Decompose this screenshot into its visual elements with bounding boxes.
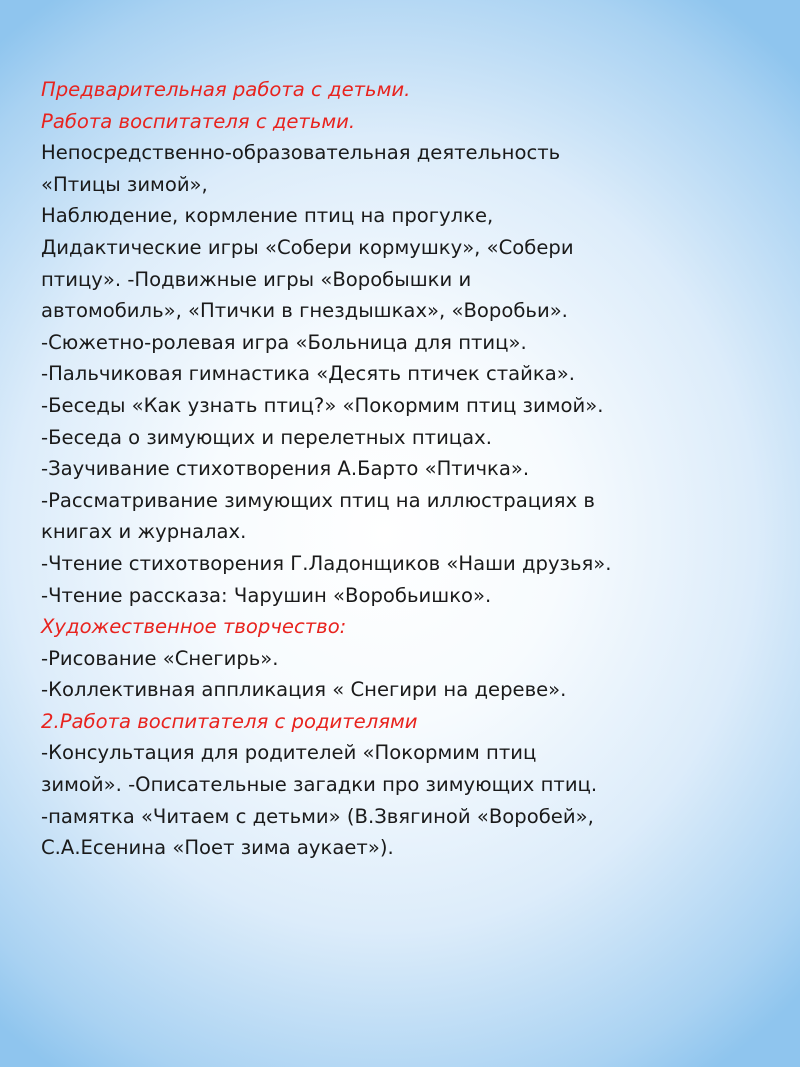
text-line: -Чтение рассказа: Чарушин «Воробьишко». [41,583,492,607]
text-line: книгах и журналах. [41,520,247,544]
text-line: -Чтение стихотворения Г.Ладонщиков «Наши друзья». [41,551,612,575]
text-line: «Птицы зимой», [41,172,208,196]
text-line: зимой». -Описательные загадки про зимующих птиц. [41,773,598,797]
text-line: С.А.Есенина «Поет зима аукает»). [41,836,394,860]
text-line: -Консультация для родителей «Покормим птиц [41,741,537,765]
heading-teacher-work: Работа воспитателя с детьми. [41,109,356,133]
text-line: -Рисование «Снегирь». [41,646,279,670]
text-line: -Рассматривание зимующих птиц на иллюстрациях в [41,488,595,512]
text-line: Непосредственно-образовательная деятельность [41,141,561,165]
text-line: -Пальчиковая гимнастика «Десять птичек стайка». [41,362,575,386]
text-line: -Беседы «Как узнать птиц?» «Покормим птиц зимой». [41,393,604,417]
heading-work-with-parents: 2.Работа воспитателя с родителями [41,709,418,733]
text-line: -памятка «Читаем с детьми» (В.Звягиной «Воробей», [41,804,594,828]
text-line: -Коллективная аппликация « Снегири на дереве». [41,678,567,702]
text-line: автомобиль», «Птички в гнездышках», «Воробьи». [41,299,568,323]
text-line: -Заучивание стихотворения А.Барто «Птичка». [41,457,530,481]
text-line: -Беседа о зимующих и перелетных птицах. [41,425,492,449]
heading-preliminary-work: Предварительная работа с детьми. [41,78,411,101]
text-line: -Сюжетно-ролевая игра «Больница для птиц». [41,330,527,354]
heading-art-creativity: Художественное творчество: [41,615,347,639]
text-line: птицу». -Подвижные игры «Воробышки и [41,267,472,291]
slide-text-block [41,74,761,864]
text-line: Наблюдение, кормление птиц на прогулке, [41,204,494,228]
text-line: Дидактические игры «Собери кормушку», «Собери [41,235,574,259]
